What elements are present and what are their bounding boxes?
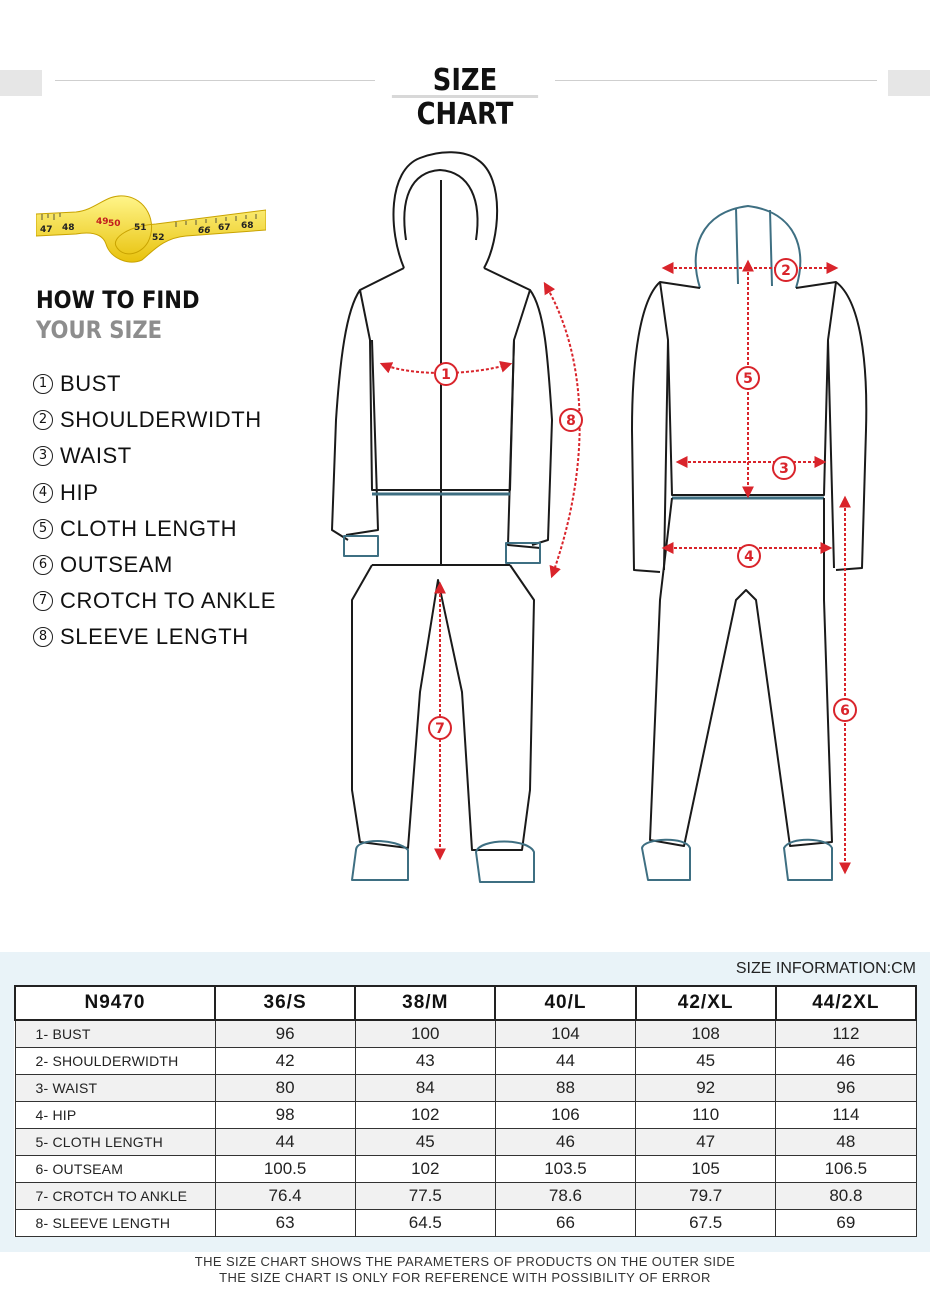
marker-1-label: 1 <box>441 367 451 383</box>
size-header: 44/2XL <box>776 986 916 1020</box>
table-cell: 108 <box>636 1020 776 1048</box>
unit-note: SIZE INFORMATION:CM <box>735 960 916 977</box>
table-cell: 96 <box>776 1075 916 1102</box>
marker-7-label: 7 <box>435 721 445 737</box>
table-cell: 102 <box>355 1156 495 1183</box>
row-label: 3- WAIST <box>15 1075 215 1102</box>
size-header: 36/S <box>215 986 355 1020</box>
footer-note-reference: THE SIZE CHART IS ONLY FOR REFERENCE WITH POSSIBILITY OF ERROR <box>219 1270 711 1285</box>
tape-tick-label: 49 <box>96 217 109 227</box>
header-rule-right <box>555 80 877 81</box>
legend-label: CLOTH LENGTH <box>60 515 238 541</box>
model-number-header: N9470 <box>15 986 215 1020</box>
legend-number: 8 <box>33 627 53 647</box>
table-row <box>15 1129 916 1156</box>
how-to-subheading: YOUR SIZE <box>36 316 163 344</box>
legend-number: 5 <box>33 519 53 539</box>
row-label: 5- CLOTH LENGTH <box>15 1129 215 1156</box>
table-cell: 112 <box>776 1020 916 1048</box>
front-suit-figure <box>332 152 552 882</box>
back-suit-figure <box>632 206 866 880</box>
page-title: SIZE CHART <box>392 64 538 98</box>
tape-tick-label: 66 <box>198 226 211 236</box>
marker-8-sleeve-length <box>560 409 582 431</box>
table-cell: 66 <box>495 1210 635 1237</box>
table-cell: 47 <box>636 1129 776 1156</box>
marker-3-label: 3 <box>779 461 789 477</box>
marker-6-outseam <box>834 699 856 721</box>
legend-label: HIP <box>60 479 99 505</box>
legend-number: 4 <box>33 483 53 503</box>
table-cell: 43 <box>355 1048 495 1075</box>
legend-number: 3 <box>33 446 53 466</box>
legend-number: 1 <box>33 374 53 394</box>
marker-4-hip <box>738 545 760 567</box>
table-cell: 80.8 <box>776 1183 916 1210</box>
size-header: 42/XL <box>636 986 776 1020</box>
header-rule-left <box>55 80 375 81</box>
table-cell: 77.5 <box>355 1183 495 1210</box>
legend-label: WAIST <box>60 443 132 469</box>
marker-3-waist <box>773 457 795 479</box>
table-row <box>15 1102 916 1129</box>
measurement-guides <box>382 262 845 872</box>
table-cell: 92 <box>636 1075 776 1102</box>
table-cell: 105 <box>636 1156 776 1183</box>
how-to-heading: HOW TO FIND <box>36 286 200 314</box>
marker-6-label: 6 <box>840 703 850 719</box>
table-cell: 79.7 <box>636 1183 776 1210</box>
table-cell: 100.5 <box>215 1156 355 1183</box>
table-row <box>15 1156 916 1183</box>
marker-8-label: 8 <box>566 413 576 429</box>
table-cell: 44 <box>215 1129 355 1156</box>
marker-4-label: 4 <box>744 549 754 565</box>
table-cell: 104 <box>495 1020 635 1048</box>
legend-label: SHOULDERWIDTH <box>60 407 262 433</box>
table-row <box>15 1048 916 1075</box>
table-row <box>15 1183 916 1210</box>
legend-label: CROTCH TO ANKLE <box>60 588 277 614</box>
row-label: 6- OUTSEAM <box>15 1156 215 1183</box>
table-row <box>15 1210 916 1237</box>
table-cell: 114 <box>776 1102 916 1129</box>
table-cell: 46 <box>495 1129 635 1156</box>
table-cell: 88 <box>495 1075 635 1102</box>
tape-tick-label: 52 <box>152 233 165 243</box>
marker-5-label: 5 <box>743 371 753 387</box>
table-cell: 69 <box>776 1210 916 1237</box>
table-cell: 98 <box>215 1102 355 1129</box>
table-cell: 46 <box>776 1048 916 1075</box>
row-label: 2- SHOULDERWIDTH <box>15 1048 215 1075</box>
row-label: 4- HIP <box>15 1102 215 1129</box>
row-label: 8- SLEEVE LENGTH <box>15 1210 215 1237</box>
legend-number: 7 <box>33 591 53 611</box>
legend-label: SLEEVE LENGTH <box>60 624 249 650</box>
table-cell: 80 <box>215 1075 355 1102</box>
garment-diagram <box>0 130 930 900</box>
tape-tick-label: 48 <box>62 223 75 233</box>
table-cell: 103.5 <box>495 1156 635 1183</box>
legend-number: 2 <box>33 410 53 430</box>
marker-2-label: 2 <box>781 263 791 279</box>
legend-label: BUST <box>60 371 122 397</box>
tape-tick-label: 50 <box>108 219 121 229</box>
table-cell: 96 <box>215 1020 355 1048</box>
row-label: 1- BUST <box>15 1020 215 1048</box>
table-cell: 106 <box>495 1102 635 1129</box>
table-cell: 63 <box>215 1210 355 1237</box>
table-row <box>15 1075 916 1102</box>
table-cell: 45 <box>355 1129 495 1156</box>
table-row <box>15 1020 916 1048</box>
table-cell: 100 <box>355 1020 495 1048</box>
size-header: 40/L <box>495 986 635 1020</box>
marker-7-crotch-to-ankle <box>429 717 451 739</box>
row-label: 7- CROTCH TO ANKLE <box>15 1183 215 1210</box>
table-cell: 48 <box>776 1129 916 1156</box>
table-cell: 110 <box>636 1102 776 1129</box>
marker-1-bust <box>435 363 457 385</box>
marker-2-shoulderwidth <box>775 259 797 281</box>
legend-number: 6 <box>33 555 53 575</box>
marker-5-cloth-length <box>737 367 759 389</box>
table-cell: 42 <box>215 1048 355 1075</box>
table-cell: 84 <box>355 1075 495 1102</box>
tape-tick-label: 47 <box>40 225 53 235</box>
legend-label: OUTSEAM <box>60 552 173 578</box>
header-decoration-right <box>888 70 930 96</box>
table-cell: 78.6 <box>495 1183 635 1210</box>
table-cell: 64.5 <box>355 1210 495 1237</box>
table-cell: 45 <box>636 1048 776 1075</box>
tape-tick-label: 68 <box>241 221 254 231</box>
header-decoration-left <box>0 70 42 96</box>
size-table-header-row <box>15 986 916 1020</box>
table-cell: 102 <box>355 1102 495 1129</box>
table-cell: 106.5 <box>776 1156 916 1183</box>
footer-note-outer-side: THE SIZE CHART SHOWS THE PARAMETERS OF PRODUCTS ON THE OUTER SIDE <box>194 1254 736 1269</box>
size-table <box>14 985 917 1237</box>
tape-tick-label: 67 <box>218 223 231 233</box>
table-cell: 67.5 <box>636 1210 776 1237</box>
table-cell: 44 <box>495 1048 635 1075</box>
table-cell: 76.4 <box>215 1183 355 1210</box>
tape-tick-label: 51 <box>134 223 147 233</box>
size-header: 38/M <box>355 986 495 1020</box>
